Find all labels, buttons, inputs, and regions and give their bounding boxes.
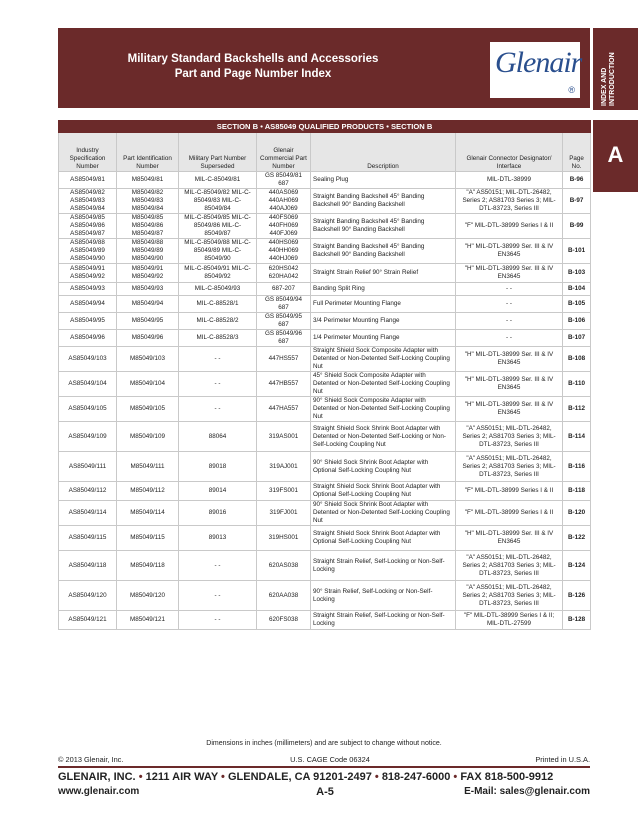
cell-industry: AS85049/111 xyxy=(59,452,117,482)
cell-part: M85049/88 M85049/89 M85049/90 xyxy=(117,239,179,264)
cell-description: Full Perimeter Mounting Flange xyxy=(311,296,456,313)
col-part: Part Identification Number xyxy=(117,133,179,172)
cell-military: MIL-C-88528/2 xyxy=(179,313,257,330)
cell-connector: "F" MIL-DTL-38999 Series I & II xyxy=(456,482,563,501)
table-row xyxy=(59,452,591,482)
cell-description: 45° Shield Sock Composite Adapter with Detented or Non-Detented Self-Locking Coupling Nut xyxy=(311,372,456,397)
cell-military: MIL-C-85049/85 MIL-C-85049/86 MIL-C-85049/87 xyxy=(179,214,257,239)
cell-connector: "A" AS50151; MIL-DTL-26482, Series 2; AS81703 Series 3; MIL-DTL-83723, Series III xyxy=(456,581,563,611)
email-link[interactable]: E-Mail: sales@glenair.com xyxy=(464,786,590,797)
cage-code: U.S. CAGE Code 06324 xyxy=(290,755,370,764)
cell-industry: AS85049/120 xyxy=(59,581,117,611)
table-row xyxy=(59,283,591,296)
separator-dot: • xyxy=(221,771,228,783)
cell-page: B-128 xyxy=(563,611,591,630)
table-row xyxy=(59,397,591,422)
cell-military: MIL-C-85049/93 xyxy=(179,283,257,296)
cell-part: M85049/111 xyxy=(117,452,179,482)
table-row xyxy=(59,296,591,313)
cell-glenair: 440FS069 440FH069 440FJ069 xyxy=(257,214,311,239)
table-row xyxy=(59,330,591,347)
table-row xyxy=(59,347,591,372)
cell-part: M85049/93 xyxy=(117,283,179,296)
cell-page: B-126 xyxy=(563,581,591,611)
cell-part: M85049/95 xyxy=(117,313,179,330)
cell-connector: "H" MIL-DTL-38999 Ser. III & IV EN3645 xyxy=(456,264,563,283)
cell-page: B-97 xyxy=(563,189,591,214)
printed-in: Printed in U.S.A. xyxy=(535,755,590,764)
cell-description: Straight Shield Sock Shrink Boot Adapter with Optional Self-Locking Coupling Nut xyxy=(311,526,456,551)
cell-part: M85049/121 xyxy=(117,611,179,630)
cell-industry: AS85049/104 xyxy=(59,372,117,397)
cell-description: Sealing Plug xyxy=(311,172,456,189)
cell-industry: AS85049/96 xyxy=(59,330,117,347)
table-row xyxy=(59,313,591,330)
cell-part: M85049/109 xyxy=(117,422,179,452)
cell-glenair: 440AS069 440AH069 440AJ069 xyxy=(257,189,311,214)
cell-military: 88064 xyxy=(179,422,257,452)
cell-connector: MIL-DTL-38999 xyxy=(456,172,563,189)
cell-military: MIL-C-85049/82 MIL-C-85049/83 MIL-C-85049/84 xyxy=(179,189,257,214)
cell-part: M85049/114 xyxy=(117,501,179,526)
cell-military: MIL-C-88528/3 xyxy=(179,330,257,347)
page-number: A-5 xyxy=(316,786,334,798)
cell-page: B-110 xyxy=(563,372,591,397)
separator-dot: • xyxy=(453,771,461,783)
col-connector: Glenair Connector Designator/ Interface xyxy=(456,133,563,172)
glenair-logo xyxy=(490,42,580,98)
cell-description: 90° Strain Relief, Self-Locking or Non-Self-Locking xyxy=(311,581,456,611)
cell-military: - - xyxy=(179,347,257,372)
cell-glenair: 687-207 xyxy=(257,283,311,296)
cell-industry: AS85049/91 AS85049/92 xyxy=(59,264,117,283)
cell-military: 89018 xyxy=(179,452,257,482)
section-title: SECTION B • AS85049 QUALIFIED PRODUCTS • SECTION B xyxy=(59,121,591,133)
part-index-table xyxy=(58,120,591,630)
cell-glenair: 447HB557 xyxy=(257,372,311,397)
cell-part: M85049/103 xyxy=(117,347,179,372)
cell-glenair: 620FS038 xyxy=(257,611,311,630)
cell-page: B-104 xyxy=(563,283,591,296)
cell-page: B-96 xyxy=(563,172,591,189)
table-row xyxy=(59,264,591,283)
cell-part: M85049/115 xyxy=(117,526,179,551)
cell-industry: AS85049/88 AS85049/89 AS85049/90 xyxy=(59,239,117,264)
title-line-1: Military Standard Backshells and Accessories xyxy=(127,53,379,65)
cell-industry: AS85049/103 xyxy=(59,347,117,372)
cell-industry: AS85049/81 xyxy=(59,172,117,189)
cell-page: B-118 xyxy=(563,482,591,501)
cell-description: Banding Split Ring xyxy=(311,283,456,296)
cell-connector: "H" MIL-DTL-38999 Ser. III & IV EN3645 xyxy=(456,397,563,422)
cell-page: B-105 xyxy=(563,296,591,313)
separator-dot: • xyxy=(138,771,146,783)
table-body xyxy=(59,172,591,630)
cell-part: M85049/81 xyxy=(117,172,179,189)
title-line-2: Part and Page Number Index xyxy=(174,68,332,80)
cell-connector: - - xyxy=(456,283,563,296)
side-tab-line-2: INTRODUCTION xyxy=(609,52,616,106)
cell-page: B-106 xyxy=(563,313,591,330)
cell-description: Straight Banding Backshell 45° Banding Backshell 90° Banding Backshell xyxy=(311,214,456,239)
table-row xyxy=(59,611,591,630)
cell-connector: "A" AS50151; MIL-DTL-26482, Series 2; AS81703 Series 3; MIL-DTL-83723, Series III xyxy=(456,452,563,482)
cell-part: M85049/112 xyxy=(117,482,179,501)
cell-glenair: GS 85049/81 687 xyxy=(257,172,311,189)
cell-industry: AS85049/109 xyxy=(59,422,117,452)
column-header-row xyxy=(59,133,591,172)
cell-page: B-112 xyxy=(563,397,591,422)
cell-description: Straight Banding Backshell 45° Banding Backshell 90° Banding Backshell xyxy=(311,239,456,264)
cell-glenair: 319FS001 xyxy=(257,482,311,501)
cell-military: - - xyxy=(179,397,257,422)
table-row xyxy=(59,482,591,501)
registered-mark: ® xyxy=(568,85,575,95)
cell-glenair: GS 85049/96 687 xyxy=(257,330,311,347)
cell-description: 90° Shield Sock Shrink Boot Adapter with Optional Self-Locking Coupling Nut xyxy=(311,452,456,482)
cell-military: - - xyxy=(179,611,257,630)
cell-part: M85049/96 xyxy=(117,330,179,347)
table-row xyxy=(59,372,591,397)
table-row xyxy=(59,422,591,452)
col-page: Page No. xyxy=(563,133,591,172)
cell-part: M85049/94 xyxy=(117,296,179,313)
col-glenair: Glenair Commercial Part Number xyxy=(257,133,311,172)
cell-glenair: 620AS038 xyxy=(257,551,311,581)
cell-industry: AS85049/121 xyxy=(59,611,117,630)
cell-description: 3/4 Perimeter Mounting Flange xyxy=(311,313,456,330)
table-row xyxy=(59,581,591,611)
street: 1211 AIR WAY xyxy=(145,771,218,783)
table-row xyxy=(59,551,591,581)
cell-description: Straight Strain Relief, Self-Locking or Non-Self-Locking xyxy=(311,611,456,630)
cell-military: - - xyxy=(179,581,257,611)
cell-page: B-103 xyxy=(563,264,591,283)
section-letter-tab xyxy=(593,120,638,192)
cell-description: Straight Shield Sock Composite Adapter with Detented or Non-Detented Self-Locking Coupling Nut xyxy=(311,347,456,372)
side-tab-line-1: INDEX AND xyxy=(601,67,608,106)
cell-connector: "H" MIL-DTL-38999 Ser. III & IV EN3645 xyxy=(456,526,563,551)
separator-dot: • xyxy=(374,771,382,783)
cell-military: - - xyxy=(179,372,257,397)
cell-military: MIL-C-85049/91 MIL-C-85049/92 xyxy=(179,264,257,283)
cell-connector: - - xyxy=(456,296,563,313)
cell-industry: AS85049/94 xyxy=(59,296,117,313)
phone: 818-247-6000 xyxy=(381,771,451,783)
logo-wordmark: Glenair xyxy=(495,46,582,79)
cell-industry: AS85049/85 AS85049/86 AS85049/87 xyxy=(59,214,117,239)
cell-page: B-124 xyxy=(563,551,591,581)
cell-glenair: 447HA557 xyxy=(257,397,311,422)
table-row xyxy=(59,501,591,526)
cell-part: M85049/118 xyxy=(117,551,179,581)
table-row xyxy=(59,214,591,239)
cell-military: 89016 xyxy=(179,501,257,526)
cell-industry: AS85049/115 xyxy=(59,526,117,551)
cell-glenair: GS 85049/95 687 xyxy=(257,313,311,330)
cell-military: 89014 xyxy=(179,482,257,501)
cell-connector: "F" MIL-DTL-38999 Series I & II xyxy=(456,501,563,526)
cell-connector: "A" AS50151; MIL-DTL-26482, Series 2; AS81703 Series 3; MIL-DTL-83723, Series III xyxy=(456,189,563,214)
cell-connector: "A" AS50151; MIL-DTL-26482, Series 2; AS81703 Series 3; MIL-DTL-83723, Series III xyxy=(456,551,563,581)
cell-description: Straight Shield Sock Shrink Boot Adapter with Optional Self-Locking Coupling Nut xyxy=(311,482,456,501)
cell-military: MIL-C-85049/88 MIL-C-85049/89 MIL-C-85049/90 xyxy=(179,239,257,264)
copyright: © 2013 Glenair, Inc. xyxy=(58,755,124,764)
cell-description: 90° Shield Sock Composite Adapter with Detented or Non-Detented Self-Locking Coupling Nut xyxy=(311,397,456,422)
cell-connector: "H" MIL-DTL-38999 Ser. III & IV EN3645 xyxy=(456,347,563,372)
company-name: GLENAIR, INC. xyxy=(58,771,136,783)
table-row xyxy=(59,526,591,551)
cell-industry: AS85049/105 xyxy=(59,397,117,422)
page-header xyxy=(58,28,590,108)
fax: FAX 818-500-9912 xyxy=(460,771,554,783)
cell-glenair: 319HS001 xyxy=(257,526,311,551)
col-military: Military Part Number Superseded xyxy=(179,133,257,172)
cell-page: B-108 xyxy=(563,347,591,372)
cell-connector: - - xyxy=(456,313,563,330)
cell-industry: AS85049/112 xyxy=(59,482,117,501)
cell-glenair: 447HS557 xyxy=(257,347,311,372)
page-title xyxy=(58,52,448,82)
city: GLENDALE, CA 91201-2497 xyxy=(227,771,372,783)
cell-part: M85049/91 M85049/92 xyxy=(117,264,179,283)
cell-page: B-120 xyxy=(563,501,591,526)
side-tab-label xyxy=(601,36,617,106)
cell-connector: - - xyxy=(456,330,563,347)
cell-page: B-107 xyxy=(563,330,591,347)
cell-connector: "F" MIL-DTL-38999 Series I & II xyxy=(456,214,563,239)
cell-part: M85049/105 xyxy=(117,397,179,422)
cell-military: MIL-C-88528/1 xyxy=(179,296,257,313)
dimensions-note: Dimensions in inches (millimeters) and are subject to change without notice. xyxy=(206,740,442,747)
cell-glenair: 620HS042 620HA042 xyxy=(257,264,311,283)
cell-industry: AS85049/93 xyxy=(59,283,117,296)
cell-industry: AS85049/82 AS85049/83 AS85049/84 xyxy=(59,189,117,214)
company-address xyxy=(58,771,590,783)
cell-connector: "H" MIL-DTL-38999 Ser. III & IV EN3645 xyxy=(456,372,563,397)
cell-connector: "F" MIL-DTL-38999 Series I & II; MIL-DTL-27599 xyxy=(456,611,563,630)
cell-industry: AS85049/114 xyxy=(59,501,117,526)
cell-page: B-114 xyxy=(563,422,591,452)
section-side-tab xyxy=(593,28,638,110)
cell-page: B-101 xyxy=(563,239,591,264)
table-row xyxy=(59,239,591,264)
cell-glenair: GS 85049/94 687 xyxy=(257,296,311,313)
cell-part: M85049/120 xyxy=(117,581,179,611)
cell-glenair: 319FJ001 xyxy=(257,501,311,526)
cell-description: Straight Shield Sock Shrink Boot Adapter with Detented or Non-Detented Self-Locking or Non-Self-Locking Coupling Nut xyxy=(311,422,456,452)
table-row xyxy=(59,189,591,214)
table-row xyxy=(59,172,591,189)
cell-page: B-99 xyxy=(563,214,591,239)
cell-connector: "A" AS50151; MIL-DTL-26482, Series 2; AS81703 Series 3; MIL-DTL-83723, Series III xyxy=(456,422,563,452)
cell-description: Straight Strain Relief, Self-Locking or Non-Self-Locking xyxy=(311,551,456,581)
cell-industry: AS85049/95 xyxy=(59,313,117,330)
section-letter: A xyxy=(607,142,624,167)
cell-part: M85049/82 M85049/83 M85049/84 xyxy=(117,189,179,214)
col-description: Description xyxy=(311,133,456,172)
cell-industry: AS85049/118 xyxy=(59,551,117,581)
cell-glenair: 319AJ001 xyxy=(257,452,311,482)
cell-glenair: 319AS001 xyxy=(257,422,311,452)
cell-page: B-116 xyxy=(563,452,591,482)
cell-description: Straight Banding Backshell 45° Banding Backshell 90° Banding Backshell xyxy=(311,189,456,214)
cell-military: 89013 xyxy=(179,526,257,551)
cell-glenair: 440HS069 440HH069 440HJ069 xyxy=(257,239,311,264)
footer-divider xyxy=(58,766,590,768)
cell-military: - - xyxy=(179,551,257,581)
cell-military: MIL-C-85049/81 xyxy=(179,172,257,189)
cell-description: 90° Shield Sock Shrink Boot Adapter with Detented or Non-Detented Self-Locking Coupling Nut xyxy=(311,501,456,526)
cell-connector: "H" MIL-DTL-38999 Ser. III & IV EN3645 xyxy=(456,239,563,264)
cell-glenair: 620AA038 xyxy=(257,581,311,611)
section-title-row xyxy=(59,121,591,133)
col-industry: Industry Specification Number xyxy=(59,133,117,172)
cell-description: 1/4 Perimeter Mounting Flange xyxy=(311,330,456,347)
website-link[interactable]: www.glenair.com xyxy=(58,786,140,797)
cell-part: M85049/85 M85049/86 M85049/87 xyxy=(117,214,179,239)
cell-part: M85049/104 xyxy=(117,372,179,397)
cell-page: B-122 xyxy=(563,526,591,551)
cell-description: Straight Strain Relief 90° Strain Relief xyxy=(311,264,456,283)
